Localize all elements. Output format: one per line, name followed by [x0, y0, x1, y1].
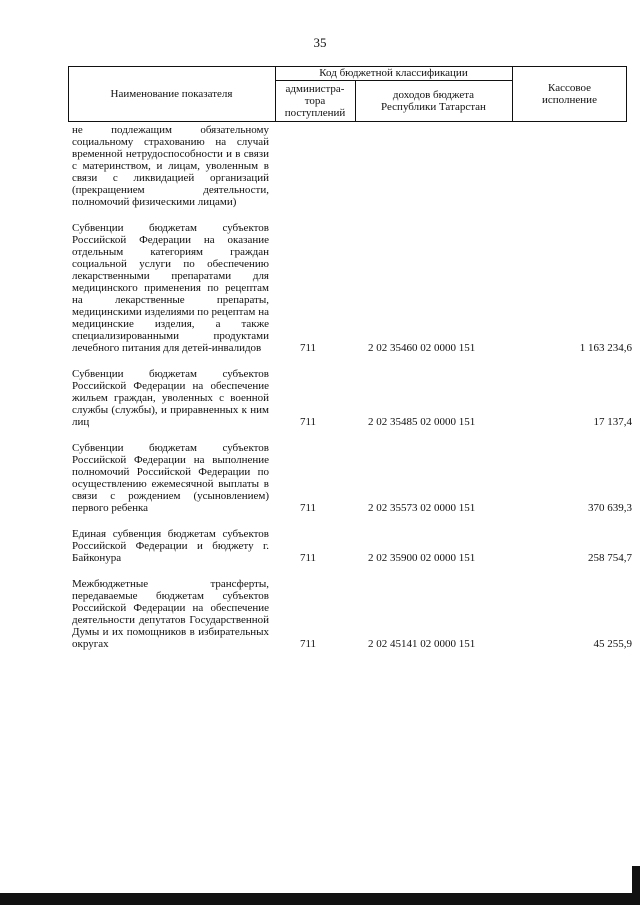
row-execution: 258 754,7: [588, 552, 632, 564]
row-name: Субвенции бюджетам субъектов Российской Федерации на выполнение полномочий Российской Федерации по осуществлению ежемесячной выплаты в связи с рождением (усыновлением) первого ребенка: [72, 442, 269, 514]
header-code-group: Код бюджетной классификации: [319, 67, 468, 79]
table-row: [72, 222, 632, 354]
row-admin: 711: [299, 416, 317, 428]
row-income-code: 2 02 35460 02 0000 151: [368, 342, 476, 354]
table-row: [72, 528, 632, 564]
scan-edge: [632, 866, 640, 893]
row-income-code: 2 02 35485 02 0000 151: [368, 416, 476, 428]
row-income-code: 2 02 35900 02 0000 151: [368, 552, 476, 564]
row-admin: 711: [299, 552, 317, 564]
table-row: [72, 442, 632, 514]
row-income-code: 2 02 45141 02 0000 151: [368, 638, 476, 650]
header-income: доходов бюджета Республики Татарстан: [381, 88, 486, 113]
row-admin: 711: [299, 502, 317, 514]
row-execution: 370 639,3: [588, 502, 632, 514]
scan-border: [0, 893, 640, 905]
row-name: Межбюджетные трансферты, передаваемые бюджетам субъектов Российской Федерации на обеспечение деятельности депутатов Государственной Думы и их помощников в избирательных округах: [72, 578, 269, 650]
table-header: [68, 66, 627, 121]
header-admin: администра- тора поступлений: [284, 82, 346, 119]
row-name: Субвенции бюджетам субъектов Российской Федерации на обеспечение жильем граждан, уволенных с военной службы (службы), и приравненных к ним лиц: [72, 368, 269, 428]
row-admin: 711: [299, 638, 317, 650]
page-number: 35: [313, 35, 327, 50]
row-income-code: 2 02 35573 02 0000 151: [368, 502, 476, 514]
header-execution: Кассовое исполнение: [542, 81, 597, 106]
row-name: не подлежащим обязательному социальному страхованию на случай временной нетрудоспособности и в связи с материнством, и лицам, уволенным в связи с ликвидацией организаций (прекращением деятельности, полномочий физическими лицами): [72, 124, 269, 208]
header-name: Наименование показателя: [110, 87, 233, 100]
row-name: Единая субвенция бюджетам субъектов Российской Федерации и бюджету г. Байконура: [72, 528, 269, 564]
row-execution: 1 163 234,6: [579, 342, 632, 354]
row-name: Субвенции бюджетам субъектов Российской Федерации на оказание отдельным категориям граждан социальной услуги по обеспечению лекарственными препаратами для медицинского применения по рецептам на лекарственные препараты, медицинскими изделиями по рецептам на медицинские изделия, а также специализированными продуктами лечебного питания для детей-инвалидов: [72, 222, 269, 354]
table-row: [72, 578, 632, 650]
table-row: [72, 124, 632, 208]
table-row: [72, 368, 632, 428]
row-execution: 17 137,4: [593, 416, 632, 428]
table-body: [72, 124, 632, 664]
row-execution: 45 255,9: [593, 638, 632, 650]
row-admin: 711: [299, 342, 317, 354]
